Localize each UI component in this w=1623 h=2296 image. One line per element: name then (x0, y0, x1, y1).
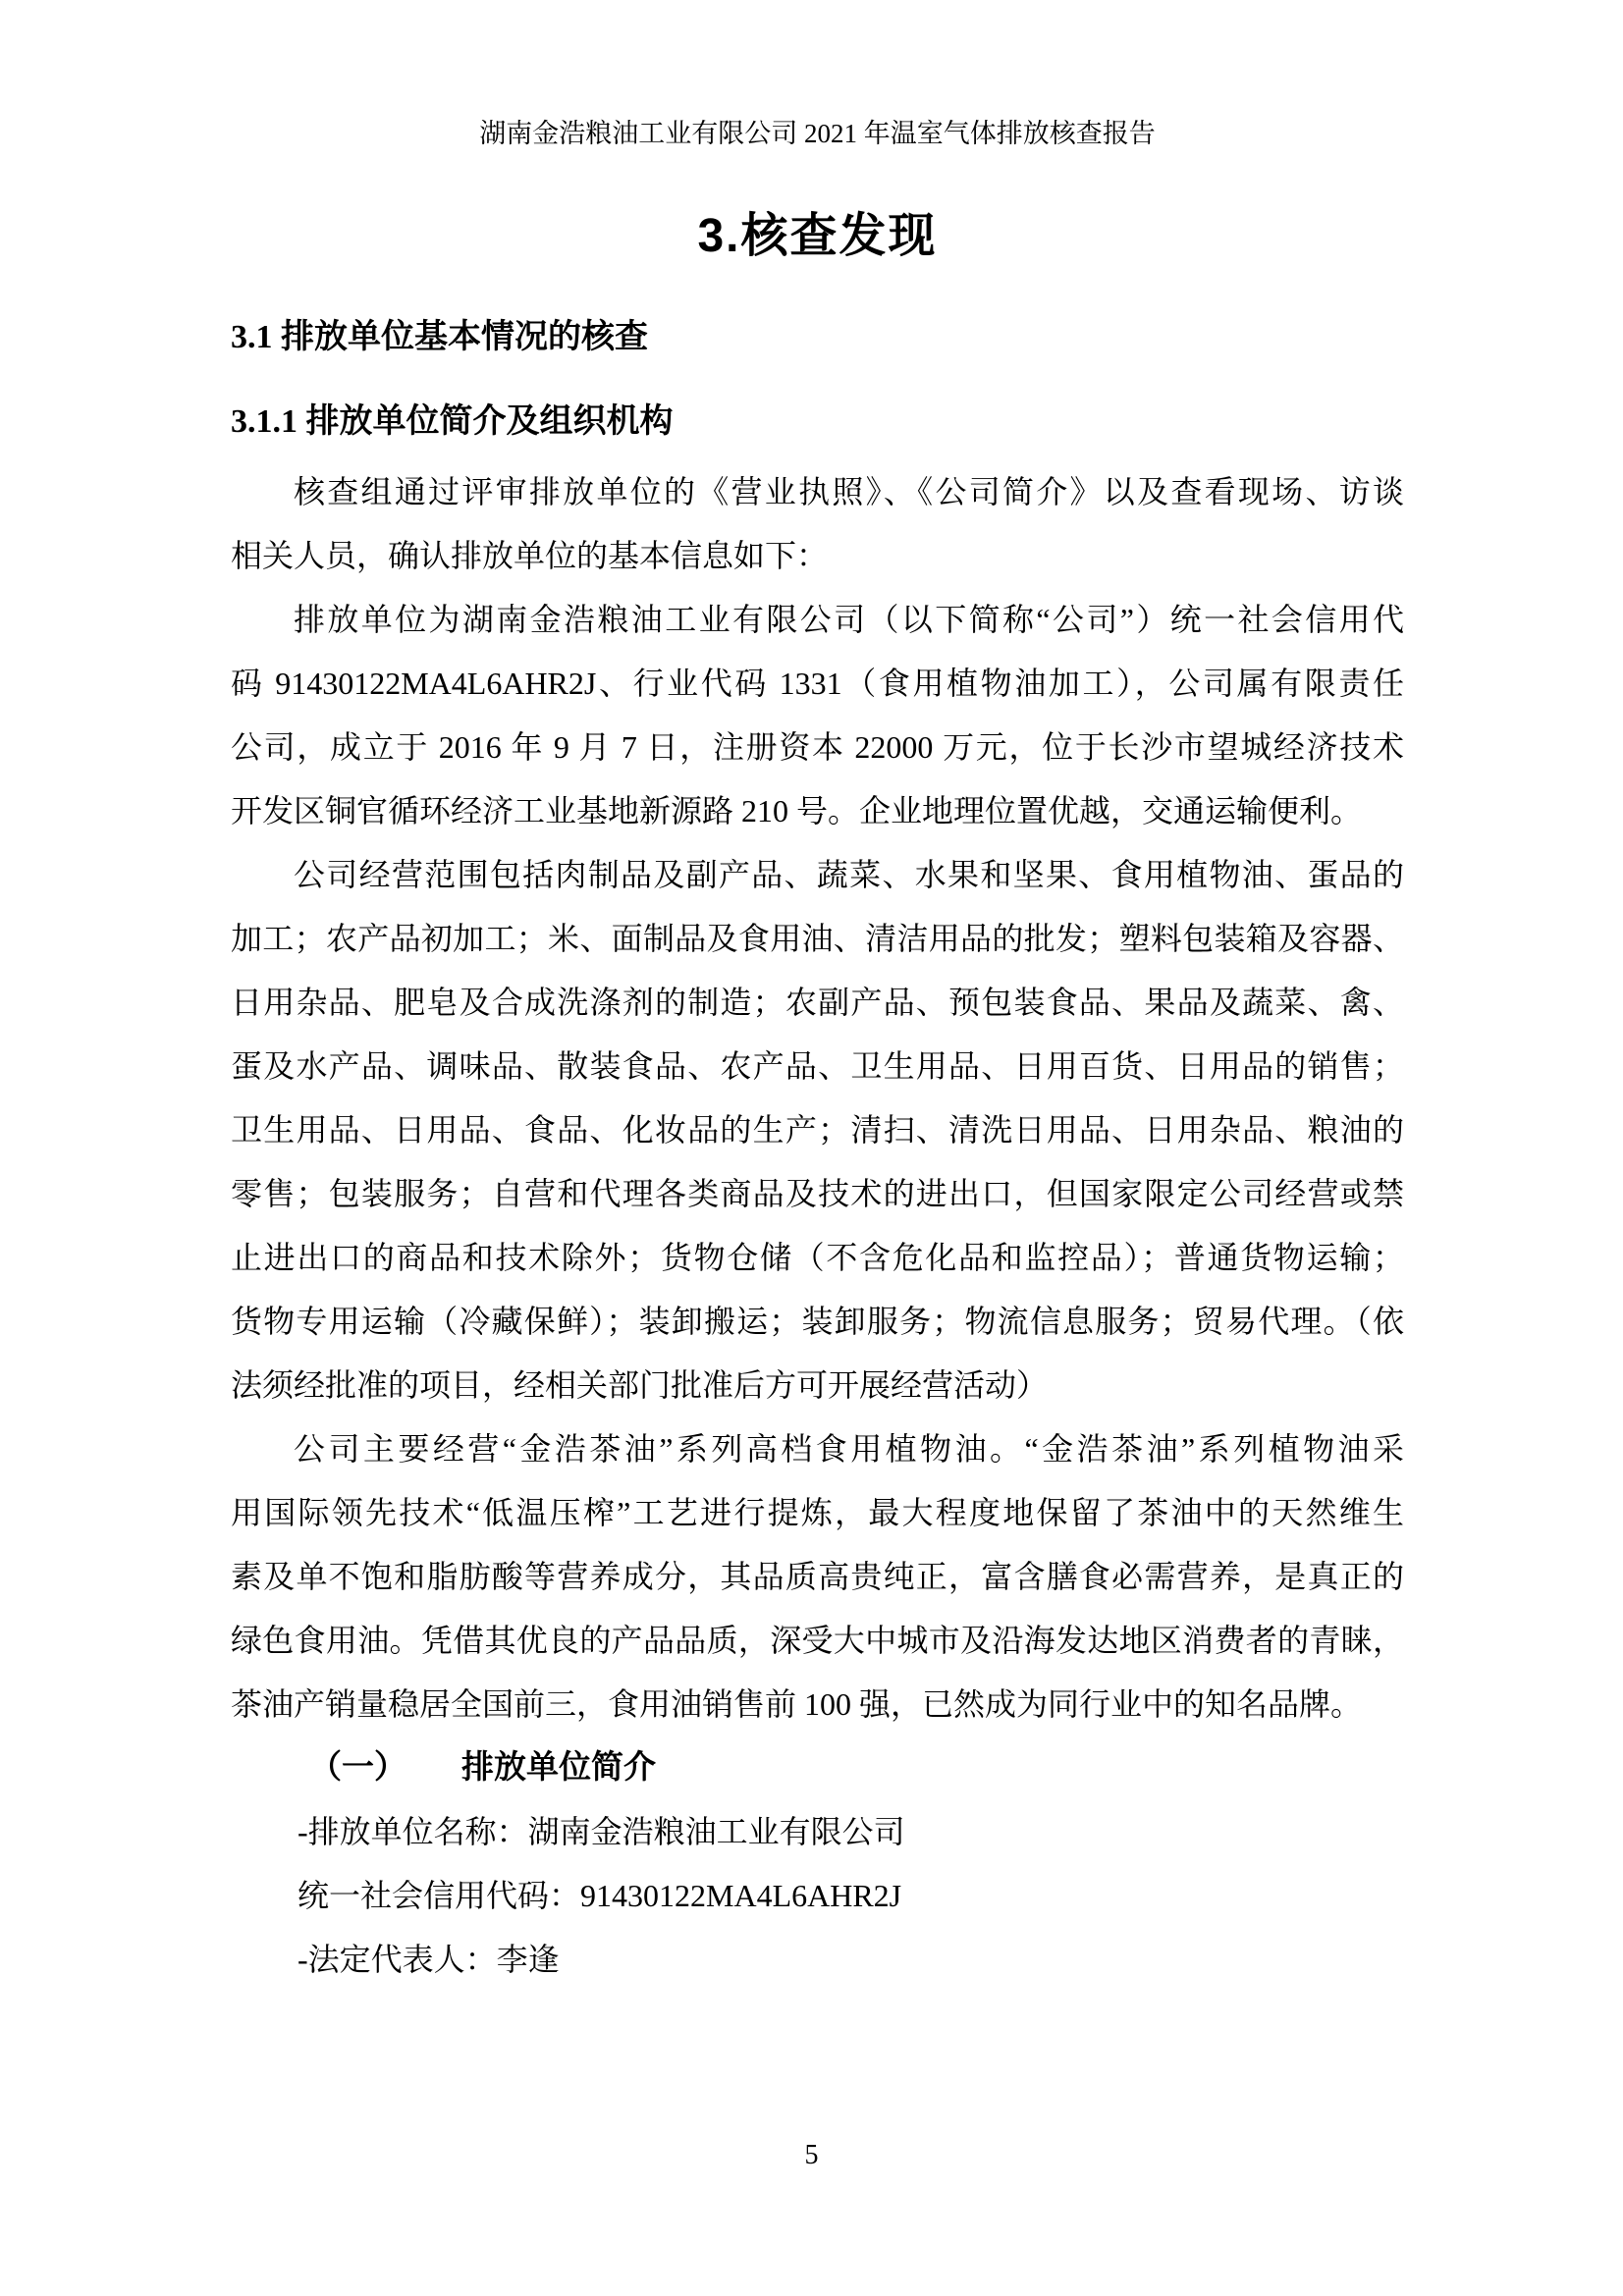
paragraph-line: 货物专用运输（冷藏保鲜）；装卸搬运；装卸服务；物流信息服务；贸易代理。（依 (231, 1304, 1404, 1339)
page-title: 3.核查发现 (697, 210, 938, 262)
paragraph-line: 零售；包装服务；自营和代理各类商品及技术的进出口，但国家限定公司经营或禁 (231, 1176, 1404, 1211)
heading-3-1: 3.1 排放单位基本情况的核查 (231, 319, 648, 355)
paragraph-line: 用国际领先技术“低温压榨”工艺进行提炼，最大程度地保留了茶油中的天然维生 (231, 1495, 1404, 1530)
paragraph-line: 蛋及水产品、调味品、散装食品、农产品、卫生用品、日用百货、日用品的销售； (231, 1048, 1404, 1084)
paragraph-line: 公司经营范围包括肉制品及副产品、蔬菜、水果和坚果、食用植物油、蛋品的 (294, 857, 1404, 892)
page-number: 5 (804, 2140, 819, 2170)
paragraph-line: 法须经批准的项目，经相关部门批准后方可开展经营活动） (231, 1367, 1049, 1403)
paragraph-line: 公司主要经营“金浩茶油”系列高档食用植物油。“金浩茶油”系列植物油采 (294, 1431, 1404, 1467)
paragraph-line: 绿色食用油。凭借其优良的产品品质，深受大中城市及沿海发达地区消费者的青睐， (231, 1623, 1404, 1658)
info-list-item: -排放单位名称：湖南金浩粮油工业有限公司 (298, 1814, 905, 1849)
paragraphs (231, 460, 1404, 1736)
paragraph-line: 加工；农产品初加工；米、面制品及食用油、清洁用品的批发；塑料包装箱及容器、 (231, 921, 1404, 956)
paragraph (231, 460, 1404, 588)
paragraph-line: 素及单不饱和脂肪酸等营养成分，其品质高贵纯正，富含膳食必需营养，是真正的 (231, 1559, 1404, 1594)
paragraph (231, 588, 1404, 843)
paragraph-line: 核查组通过评审排放单位的《营业执照》、《公司简介》以及查看现场、访谈 (294, 474, 1404, 509)
info-list-item: 统一社会信用代码：91430122MA4L6AHR2J (298, 1878, 902, 1913)
paragraph-line: 止进出口的商品和技术除外；货物仓储（不含危化品和监控品）；普通货物运输； (231, 1240, 1404, 1275)
sub-heading-number: （一） (309, 1750, 406, 1786)
info-list (231, 1800, 1404, 1992)
paragraph (231, 843, 1404, 1417)
paragraph-line: 码 91430122MA4L6AHR2J、行业代码 1331（食用植物油加工），公司属有限责任 (231, 666, 1404, 701)
heading-3-1-1: 3.1.1 排放单位简介及组织机构 (231, 403, 674, 440)
body-text (231, 460, 1404, 1992)
sub-heading (231, 1736, 1404, 1800)
page-header: 湖南金浩粮油工业有限公司 2021 年温室气体排放核查报告 (479, 119, 1156, 148)
paragraph-line: 相关人员，确认排放单位的基本信息如下： (231, 538, 829, 573)
paragraph (231, 1417, 1404, 1736)
info-list-item: -法定代表人：李逢 (298, 1942, 560, 1977)
paragraph-line: 卫生用品、日用品、食品、化妆品的生产；清扫、清洗日用品、日用杂品、粮油的 (231, 1112, 1404, 1148)
paragraph-line: 茶油产销量稳居全国前三，食用油销售前 100 强，已然成为同行业中的知名品牌。 (231, 1686, 1363, 1722)
paragraph-line: 公司，成立于 2016 年 9 月 7 日，注册资本 22000 万元，位于长沙市望城经济技术 (231, 729, 1404, 765)
paragraph-line: 排放单位为湖南金浩粮油工业有限公司（以下简称“公司”）统一社会信用代 (294, 602, 1404, 637)
sub-heading-title: 排放单位简介 (461, 1750, 656, 1786)
paragraph-line: 日用杂品、肥皂及合成洗涤剂的制造；农副产品、预包装食品、果品及蔬菜、禽、 (231, 985, 1404, 1020)
paragraph-line: 开发区铜官循环经济工业基地新源路 210 号。企业地理位置优越，交通运输便利。 (231, 793, 1363, 828)
